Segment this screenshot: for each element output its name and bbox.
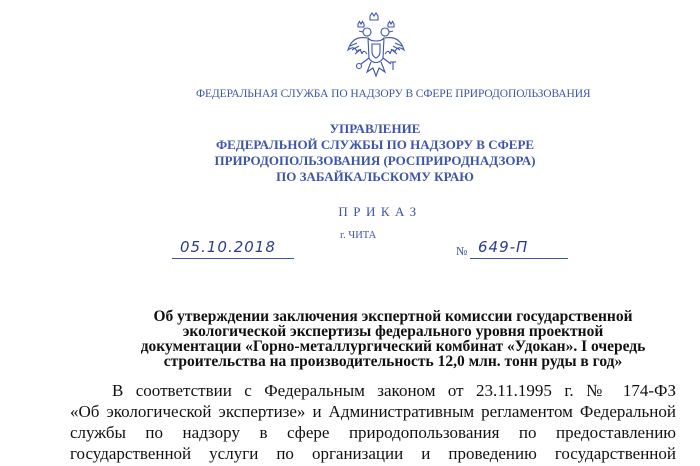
order-number: 649-П	[478, 238, 529, 256]
body-line: службы по надзору в сфере природопользования по предоставлению	[70, 423, 676, 442]
subject-line: Об утверждении заключения экспертной комиссии государственной	[153, 308, 633, 325]
subject-line: документации «Горно-металлургический комбинат «Удокан». I очередь	[140, 338, 646, 355]
department-line: ПО ЗАБАЙКАЛЬСКОМУ КРАЮ	[276, 169, 474, 184]
department-line: ФЕДЕРАЛЬНОЙ СЛУЖБЫ ПО НАДЗОРУ В СФЕРЕ	[215, 137, 535, 152]
order-number-label: №	[456, 244, 468, 258]
order-title: ПРИКАЗ	[338, 204, 422, 219]
order-city: г. ЧИТА	[340, 230, 377, 241]
order-date: 05.10.2018	[180, 238, 276, 256]
department-line: УПРАВЛЕНИЕ	[329, 121, 421, 136]
body-line: «Об экологической экспертизе» и Административным регламентом Федеральной	[70, 402, 676, 421]
order-body	[70, 380, 676, 464]
order-number-field	[470, 238, 568, 259]
coat-of-arms-icon	[345, 10, 407, 82]
subject-line: экологической экспертизы федерального уровня проектной	[182, 323, 604, 340]
department-line: ПРИРОДОПОЛЬЗОВАНИЯ (РОСПРИРОДНАДЗОРА)	[214, 153, 536, 168]
body-line: В соответствии с Федеральным законом от 23.11.1995 г. № 174-ФЗ	[112, 381, 676, 400]
order-subject	[110, 309, 676, 369]
service-name: ФЕДЕРАЛЬНАЯ СЛУЖБА ПО НАДЗОРУ В СФЕРЕ ПРИРОДОПОЛЬЗОВАНИЯ	[196, 88, 591, 100]
department-name	[180, 121, 570, 185]
body-line: государственной услуги по организации и проведению государственной	[70, 444, 676, 463]
order-date-field	[172, 238, 294, 259]
subject-line: строительства на производительность 12,0 млн. тонн руды в год»	[163, 353, 623, 370]
